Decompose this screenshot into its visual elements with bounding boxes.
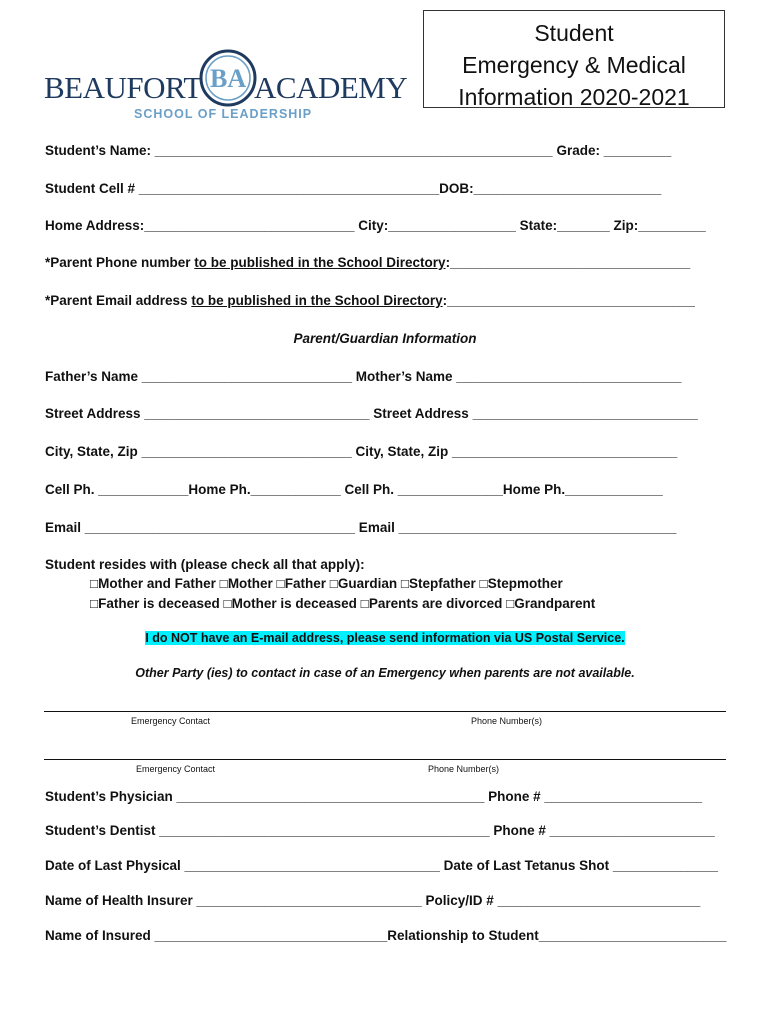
title-line-3: Information 2020-2021 (458, 84, 690, 110)
physical-date-field[interactable]: Date of Last Physical __________________________________ Date of Last Tetanus Shot ______________ (45, 858, 718, 873)
phone-number-label-1: Phone Number(s) (471, 716, 543, 726)
emergency-contact-line-1[interactable] (44, 711, 726, 712)
student-cell-field[interactable]: Student Cell # ________________________________________DOB:_________________________ (45, 181, 662, 196)
health-insurer-field[interactable]: Name of Health Insurer ______________________________ Policy/ID # ___________________________ (45, 893, 701, 908)
parent-street-field[interactable]: Street Address ______________________________ Street Address ______________________________ (45, 406, 698, 421)
insured-field[interactable]: Name of Insured _______________________________Relationship to Student_________________________ (45, 928, 727, 943)
parent-email-line: :_________________________________ (442, 293, 695, 308)
parent-email-field[interactable] (45, 293, 695, 308)
other-party-heading: Other Party (ies) to contact in case of an Emergency when parents are not available. (135, 666, 635, 680)
parent-email-directory-note: to be published in the School Directory (191, 293, 443, 308)
parent-phone-directory-note: to be published in the School Directory (194, 255, 446, 270)
parent-phone-line: :________________________________ (445, 255, 691, 270)
no-email-checkbox-label: I do NOT have an E-mail address, please send information via US Postal Service. (145, 631, 625, 645)
student-name-field[interactable]: Student’s Name: _____________________________________________________ Grade: _________ (45, 143, 672, 158)
parent-email-label: *Parent Email address (45, 293, 192, 308)
title-line-2: Emergency & Medical (462, 52, 686, 78)
logo-subtitle: SCHOOL OF LEADERSHIP (134, 107, 313, 121)
parent-names-field[interactable]: Father’s Name ____________________________ Mother’s Name ______________________________ (45, 369, 682, 384)
resides-options-2[interactable]: □Father is deceased □Mother is deceased □Parents are divorced □Grandparent (90, 596, 596, 611)
logo-monogram: BA (210, 64, 247, 93)
logo-left-word: BEAUFORT (44, 70, 202, 105)
resides-heading: Student resides with (please check all that apply): (45, 557, 365, 572)
parent-email-addresses-field[interactable]: Email ____________________________________ Email _____________________________________ (45, 520, 677, 535)
parent-section-title: Parent/Guardian Information (293, 331, 477, 346)
dentist-field[interactable]: Student’s Dentist ____________________________________________ Phone # ______________________ (45, 823, 715, 838)
logo-right-word: ACADEMY (254, 70, 408, 105)
emergency-contact-label-2: Emergency Contact (136, 764, 216, 774)
parent-phone-field[interactable] (45, 255, 690, 270)
parent-phone-label: *Parent Phone number (45, 255, 195, 270)
parent-phones-field[interactable]: Cell Ph. ____________Home Ph.____________ Cell Ph. ______________Home Ph._____________ (45, 482, 663, 497)
parent-city-field[interactable]: City, State, Zip ____________________________ City, State, Zip ______________________________ (45, 444, 678, 459)
home-address-field[interactable]: Home Address:____________________________ City:_________________ State:_______ Zip:_________ (45, 218, 706, 233)
physician-field[interactable]: Student’s Physician _________________________________________ Phone # _____________________ (45, 789, 703, 804)
school-logo (44, 44, 408, 124)
form-title-box (423, 10, 725, 108)
no-email-notice[interactable] (0, 631, 770, 645)
resides-options-1[interactable]: □Mother and Father □Mother □Father □Guardian □Stepfather □Stepmother (90, 576, 563, 591)
emergency-contact-label-1: Emergency Contact (131, 716, 211, 726)
phone-number-label-2: Phone Number(s) (428, 764, 500, 774)
title-line-1: Student (534, 20, 614, 46)
emergency-contact-line-2[interactable] (44, 759, 726, 760)
